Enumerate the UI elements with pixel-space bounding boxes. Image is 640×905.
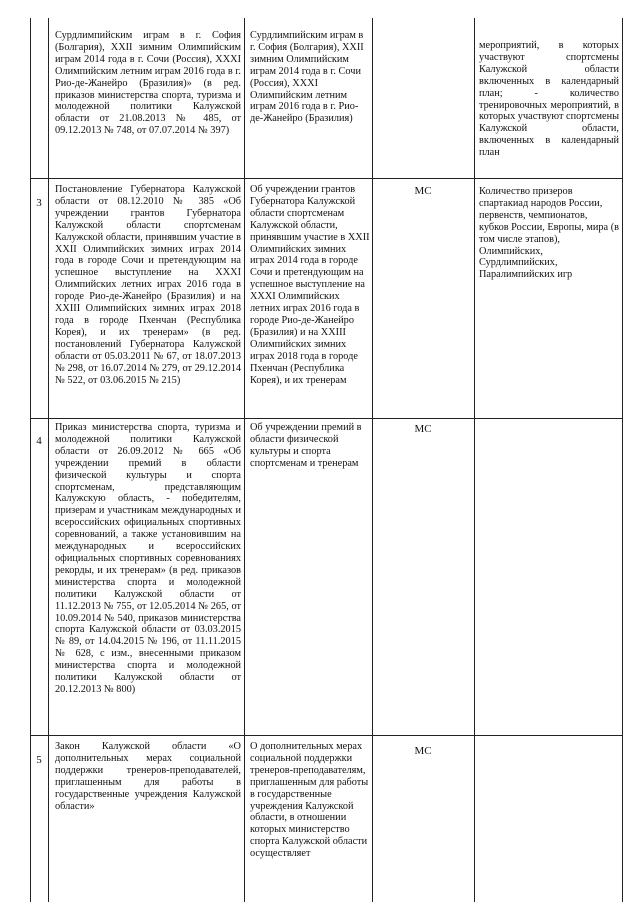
agency-cell: МС [414,186,432,197]
legal-act-cell: Закон Калужской области «О дополнительных мерах социальной поддержки тренеров-преподавателей, приглашенным для работы в государственные учреждения Калужской области» [55,741,241,812]
agency-cell: МС [414,424,432,435]
row-divider [30,178,622,179]
column-divider [372,18,373,902]
row-number: 5 [36,755,42,766]
row-divider [30,418,622,419]
legal-act-cell: Приказ министерства спорта, туризма и молодежной политики Калужской области от 26.09.2012 № 665 «Об учреждении премий в области физической культуры и спорта спортсменам, представляющим Калужскую область, - победителям, призерам и участникам международных и всероссийских официальных спортивных соревнований, а также установившим на международных и всероссийских официальных спортивных соревнованиях рекорды, и их тренерам» (в ред. приказов министерства спорта и молодежной политики Калужской области от 11.12.2013 № 755, от 12.05.2014 № 265, от 10.09.2014 № 540, приказов министерства спорта Калужской области от 03.03.2015 № 89, от 14.04.2015 № 196, от 11.11.2015 № 628, с изм., внесенными приказом министерства спорта и молодежной политики Калужской области от 20.12.2013 № 800) [55,422,241,695]
column-divider [474,18,475,902]
legal-act-cell: Сурдлимпийским играм в г. София (Болгария), XXII зимним Олимпийским играм 2014 года в г. Сочи (Россия), XXXI Олимпийским летним играм 2016 года в г. Рио-де-Жанейро (Бразилия)» (в ред. приказов министерства спорта, туризма и молодежной политики Калужской области от 21.08.2013 № 485, от 09.12.2013 № 748, от 07.07.2014 № 397) [55,30,241,137]
subject-cell: Об учреждении грантов Губернатора Калужской области спортсменам Калужской области, принявшим участие в XXII Олимпийских зимних играх 2014 года в городе Сочи и претендующим на успешное выступление на XXXI Олимпийских летних играх 2016 года в городе Рио-де-Жанейро (Бразилия) и на XXIII Олимпийских зимних играх 2018 года в городе Пхенчан (Республика Корея), и их тренерам [250,184,370,386]
legal-act-cell: Постановление Губернатора Калужской области от 08.12.2010 № 385 «Об учреждении грантов Губернатора Калужской области спортсменам Калужской области, принявшим участие в XXII Олимпийских зимних играх 2014 года в городе Сочи и претендующим на успешное выступление на XXXI Олимпийских летних играх 2016 года в городе Рио-де-Жанейро (Бразилия) и на XXIII Олимпийских зимних играх 2018 года в городе Пхенчан (Республика Корея), и их тренерам» (в ред. постановлений Губернатора Калужской области от 05.03.2011 № 67, от 18.07.2013 № 298, от 16.07.2014 № 279, от 29.12.2014 № 522, от 03.06.2015 № 215) [55,184,241,386]
agency-cell: МС [414,746,432,757]
row-divider [30,735,622,736]
subject-cell: Об учреждении премий в области физической культуры и спорта спортсменам и тренерам [250,422,362,469]
subject-cell: Сурдлимпийским играм в г. София (Болгария), XXII зимним Олимпийским играм 2014 года в г. Сочи (Россия), XXXI Олимпийским летним играм 2016 года в г. Рио-де-Жанейро (Бразилия) [250,30,364,125]
table-border-left [30,18,31,902]
indicator-cell: мероприятий, в которых участвуют спортсмены Калужской области включенных в календарный план; - количество тренировочных мероприятий, в которых участвуют спортсмены Калужской области, включенных в календарный план [479,40,619,159]
document-table [30,18,622,902]
column-divider [48,18,49,902]
table-border-right [622,18,623,902]
row-number: 4 [36,436,42,447]
indicator-cell: Количество призеров спартакиад народов России, первенств, чемпионатов, кубков России, Европы, мира (в том числе этапов), Олимпийских, Сурдлимпийских, Паралимпийских игр [479,186,619,281]
subject-cell: О дополнительных мерах социальной поддержки тренеров-преподавателям, приглашенным для работы в государственные учреждения Калужской области, в отношении которых министерство спорта Калужской области осуществляет [250,741,369,860]
row-number: 3 [36,198,42,209]
column-divider [244,18,245,902]
